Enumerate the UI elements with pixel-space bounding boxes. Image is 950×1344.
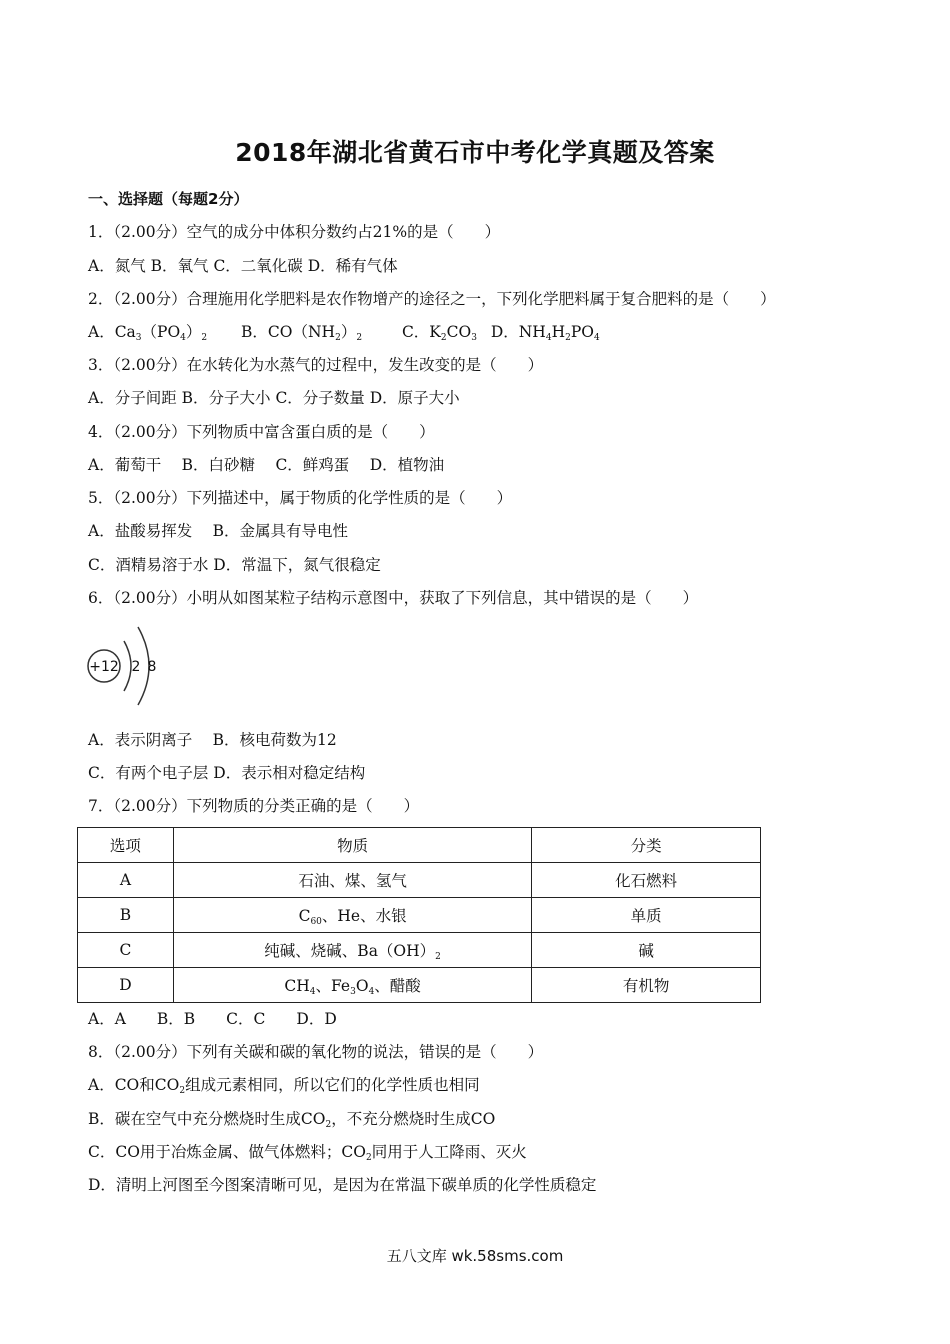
row-substance: $C_{60}$、He、水银 bbox=[173, 898, 531, 933]
q4-options: A．葡萄干 B．白砂糖 C．鲜鸡蛋 D．植物油 bbox=[88, 456, 445, 474]
header-category: 分类 bbox=[532, 828, 761, 863]
row-substance: $CH_4$、$Fe_3O_4$、醋酸 bbox=[173, 968, 531, 1003]
q2-stem: 2．（2.00分）合理施用化学肥料是农作物增产的途径之一，下列化学肥料属于复合肥料的是（ ） bbox=[88, 290, 776, 308]
header-substance: 物质 bbox=[173, 828, 531, 863]
q1-stem: 1．（2.00分）空气的成分中体积分数约占21%的是（ ） bbox=[88, 223, 501, 241]
q6-stem: 6．（2.00分）小明从如图某粒子结构示意图中，获取了下列信息，其中错误的是（ ） bbox=[88, 589, 699, 607]
header-option: 选项 bbox=[78, 828, 174, 863]
electron-shell-1-arc bbox=[124, 641, 131, 691]
q5-options-ab: A．盐酸易挥发 B．金属具有导电性 bbox=[88, 522, 349, 540]
q1-options: A．氮气 B．氧气 C．二氧化碳 D．稀有气体 bbox=[88, 257, 398, 275]
q8-stem: 8．（2.00分）下列有关碳和碳的氧化物的说法，错误的是（ ） bbox=[88, 1043, 544, 1061]
table-row bbox=[78, 933, 761, 968]
shell-2-electrons: 8 bbox=[147, 659, 157, 675]
q7-stem: 7．（2.00分）下列物质的分类正确的是（ ） bbox=[88, 797, 420, 815]
table-row bbox=[78, 898, 761, 933]
row-option: D bbox=[78, 968, 174, 1003]
q6-options-cd: C．有两个电子层 D．表示相对稳定结构 bbox=[88, 764, 366, 782]
footer-watermark: 五八文库 wk.58sms.com bbox=[386, 1247, 564, 1265]
section-heading: 一、选择题（每题2分） bbox=[88, 190, 249, 208]
q5-stem: 5．（2.00分）下列描述中，属于物质的化学性质的是（ ） bbox=[88, 489, 513, 507]
q2-options: A．$Ca_3(PO_4)_2$ B．$CO(NH_2)_2$ C．$K_2CO_3$ D．$NH_4H_2PO_4$ bbox=[88, 323, 600, 343]
table-header-row bbox=[78, 828, 761, 863]
q5-options-cd: C．酒精易溶于水 D．常温下，氮气很稳定 bbox=[88, 556, 381, 574]
atom-structure-diagram bbox=[86, 623, 166, 713]
row-substance: 石油、煤、氢气 bbox=[173, 863, 531, 898]
q6-options-ab: A．表示阴离子 B．核电荷数为12 bbox=[88, 731, 337, 749]
row-category: 化石燃料 bbox=[532, 863, 761, 898]
q8-option-b: B．碳在空气中充分燃烧时生成$CO_2$，不充分燃烧时生成CO bbox=[88, 1110, 496, 1130]
row-option: B bbox=[78, 898, 174, 933]
q3-stem: 3．（2.00分）在水转化为水蒸气的过程中，发生改变的是（ ） bbox=[88, 356, 544, 374]
table-row bbox=[78, 968, 761, 1003]
row-substance: 纯碱、烧碱、$Ba(OH)_2$ bbox=[173, 933, 531, 968]
classification-table bbox=[77, 827, 761, 1003]
nucleus-charge: +12 bbox=[89, 659, 119, 675]
row-category: 单质 bbox=[532, 898, 761, 933]
row-category: 有机物 bbox=[532, 968, 761, 1003]
page-title: 2018年湖北省黄石市中考化学真题及答案 bbox=[235, 138, 715, 167]
row-option: A bbox=[78, 863, 174, 898]
q3-options: A．分子间距 B．分子大小 C．分子数量 D．原子大小 bbox=[88, 389, 460, 407]
q7-options: A．A B．B C．C D．D bbox=[88, 1010, 337, 1028]
q8-option-c: C．CO用于冶炼金属、做气体燃料；$CO_2$同用于人工降雨、灭火 bbox=[88, 1143, 527, 1163]
q4-stem: 4．（2.00分）下列物质中富含蛋白质的是（ ） bbox=[88, 423, 435, 441]
shell-1-electrons: 2 bbox=[131, 659, 141, 675]
table-row bbox=[78, 863, 761, 898]
q8-option-a: A．CO和$CO_2$组成元素相同，所以它们的化学性质也相同 bbox=[88, 1076, 480, 1096]
row-option: C bbox=[78, 933, 174, 968]
row-category: 碱 bbox=[532, 933, 761, 968]
q8-option-d: D．清明上河图至今图案清晰可见，是因为在常温下碳单质的化学性质稳定 bbox=[88, 1176, 597, 1194]
